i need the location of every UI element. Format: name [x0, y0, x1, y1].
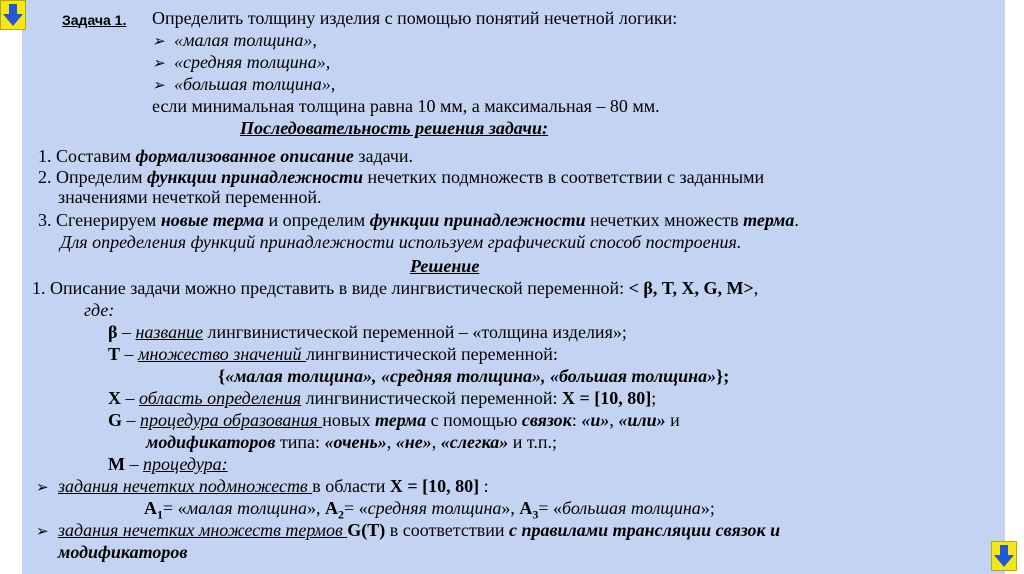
where-label: где: [84, 300, 115, 320]
arrowhead-bullet-icon: ➢ [36, 524, 49, 540]
bullet-sets: ➢ задания нечетких множеств термов G(T) в соответствии с правилами трансляции связок и [36, 520, 781, 540]
def-m: M – процедура: [108, 454, 228, 474]
step-3: 3. Сгенерируем новые терма и определим функции принадлежности нечетких множеств терма. [38, 210, 799, 230]
arrow-down-icon [1, 1, 25, 29]
task-item-1: ➢ «малая толщина», [152, 30, 317, 50]
bullet-sets-cont: модификаторов [58, 542, 188, 562]
task-label: Задача 1. [62, 12, 127, 28]
nav-down-button-bottom[interactable] [991, 541, 1017, 571]
arrowhead-bullet-icon: ➢ [152, 56, 165, 72]
step-2: 2. Определим функции принадлежности нечетких подмножеств в соответствии с заданными [38, 167, 765, 187]
task-item-2: ➢ «средняя толщина», [152, 52, 331, 72]
task-condition: если минимальная толщина равна 10 мм, а максимальная – 80 мм. [152, 96, 660, 116]
solution-title: Решение [410, 256, 480, 276]
solution-line-1: 1. Описание задачи можно представить в виде лингвистической переменной: < β, T, X, G, M>, [32, 278, 759, 298]
step-2-cont: значениями нечеткой переменной. [58, 187, 322, 207]
arrowhead-bullet-icon: ➢ [36, 480, 49, 496]
bullet-subsets: ➢ задания нечетких подмножеств в области X = [10, 80] : [36, 476, 489, 496]
step-note: Для определения функций принадлежности используем графический способ построения. [60, 232, 742, 252]
sequence-title: Последовательность решения задачи: [240, 118, 549, 138]
def-g: G – процедура образования новых терма с помощью связок: «и», «или» и [108, 410, 680, 430]
arrowhead-bullet-icon: ➢ [152, 34, 165, 50]
arrowhead-bullet-icon: ➢ [152, 78, 165, 94]
def-beta: β – название лингвинистической переменной – «толщина изделия»; [108, 322, 627, 342]
def-g-cont: модификаторов типа: «очень», «не», «слегка» и т.п.; [146, 432, 558, 452]
nav-down-button-top[interactable] [0, 0, 26, 30]
step-1: 1. Составим формализованное описание задачи. [38, 146, 414, 166]
term-set: {«малая толщина», «средняя толщина», «большая толщина»}; [218, 366, 730, 386]
def-t: T – множество значений лингвинистической переменной: [108, 344, 558, 364]
task-text: Определить толщину изделия с помощью понятий нечетной логики: [152, 8, 678, 28]
task-item-3: ➢ «большая толщина», [152, 74, 336, 94]
subset-definitions: $A_1=$ «малая толщина», $A_2=$ «средняя толщина», $A_3=$ «большая толщина»; [144, 498, 715, 522]
def-x: X – область определения лингвинистической переменной: X = [10, 80]; [108, 388, 657, 408]
arrow-down-icon [992, 542, 1016, 570]
